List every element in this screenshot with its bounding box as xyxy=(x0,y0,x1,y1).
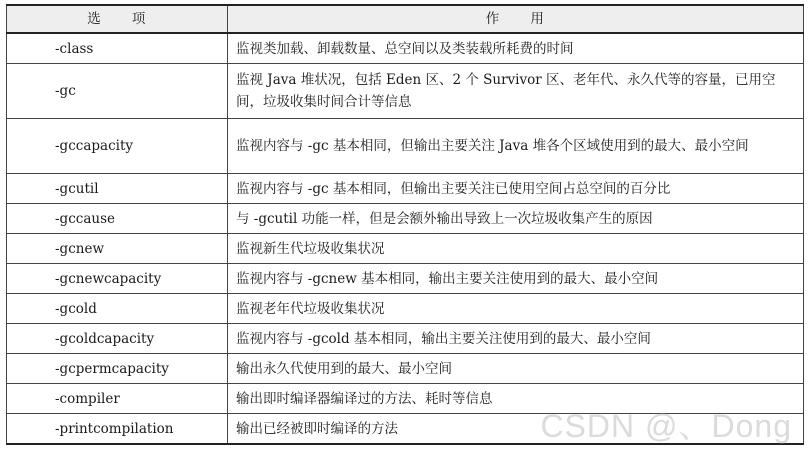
options-table-container xyxy=(6,4,803,445)
option-cell: -printcompilation xyxy=(7,414,228,445)
option-cell: -gcpermcapacity xyxy=(7,354,228,384)
option-cell: -gc xyxy=(7,64,228,119)
option-cell: -class xyxy=(7,33,228,64)
table-row xyxy=(7,119,804,174)
option-cell: -gcnew xyxy=(7,234,228,264)
option-cell: -gccapacity xyxy=(7,119,228,174)
description-cell: 监视内容与 -gcold 基本相同，输出主要关注使用到的最大、最小空间 xyxy=(228,324,804,354)
description-cell: 监视 Java 堆状况，包括 Eden 区、2 个 Survivor 区、老年代、永久代等的容量，已用空间，垃圾收集时间合计等信息 xyxy=(228,64,804,119)
description-cell: 监视内容与 -gcnew 基本相同，输出主要关注使用到的最大、最小空间 xyxy=(228,264,804,294)
option-cell: -gcnewcapacity xyxy=(7,264,228,294)
description-cell: 与 -gcutil 功能一样，但是会额外输出导致上一次垃圾收集产生的原因 xyxy=(228,204,804,234)
csdn-watermark: CSDN @、Dong xyxy=(540,408,792,444)
header-option: 选 项 xyxy=(7,5,228,33)
table-row xyxy=(7,324,804,354)
option-cell: -gcutil xyxy=(7,174,228,204)
table-row xyxy=(7,33,804,64)
description-cell: 监视内容与 -gc 基本相同，但输出主要关注 Java 堆各个区域使用到的最大、最小空间 xyxy=(228,119,804,174)
table-row xyxy=(7,354,804,384)
table-row xyxy=(7,294,804,324)
header-purpose: 作 用 xyxy=(228,5,804,33)
table-header-row xyxy=(7,5,804,33)
option-cell: -gcold xyxy=(7,294,228,324)
option-cell: -gccause xyxy=(7,204,228,234)
description-cell: 监视内容与 -gc 基本相同，但输出主要关注已使用空间占总空间的百分比 xyxy=(228,174,804,204)
table-row xyxy=(7,204,804,234)
description-cell: 监视类加载、卸载数量、总空间以及类装载所耗费的时间 xyxy=(228,33,804,64)
description-cell: 输出即时编译器编译过的方法、耗时等信息 xyxy=(228,384,804,414)
description-cell: 监视新生代垃圾收集状况 xyxy=(228,234,804,264)
table-row xyxy=(7,234,804,264)
table-row xyxy=(7,64,804,119)
table-row xyxy=(7,264,804,294)
description-cell: 监视老年代垃圾收集状况 xyxy=(228,294,804,324)
option-cell: -compiler xyxy=(7,384,228,414)
jstat-options-table xyxy=(6,4,804,445)
option-cell: -gcoldcapacity xyxy=(7,324,228,354)
table-row xyxy=(7,414,804,445)
description-cell: 输出已经被即时编译的方法 xyxy=(228,414,804,445)
description-cell: 输出永久代使用到的最大、最小空间 xyxy=(228,354,804,384)
table-row xyxy=(7,384,804,414)
table-row xyxy=(7,174,804,204)
